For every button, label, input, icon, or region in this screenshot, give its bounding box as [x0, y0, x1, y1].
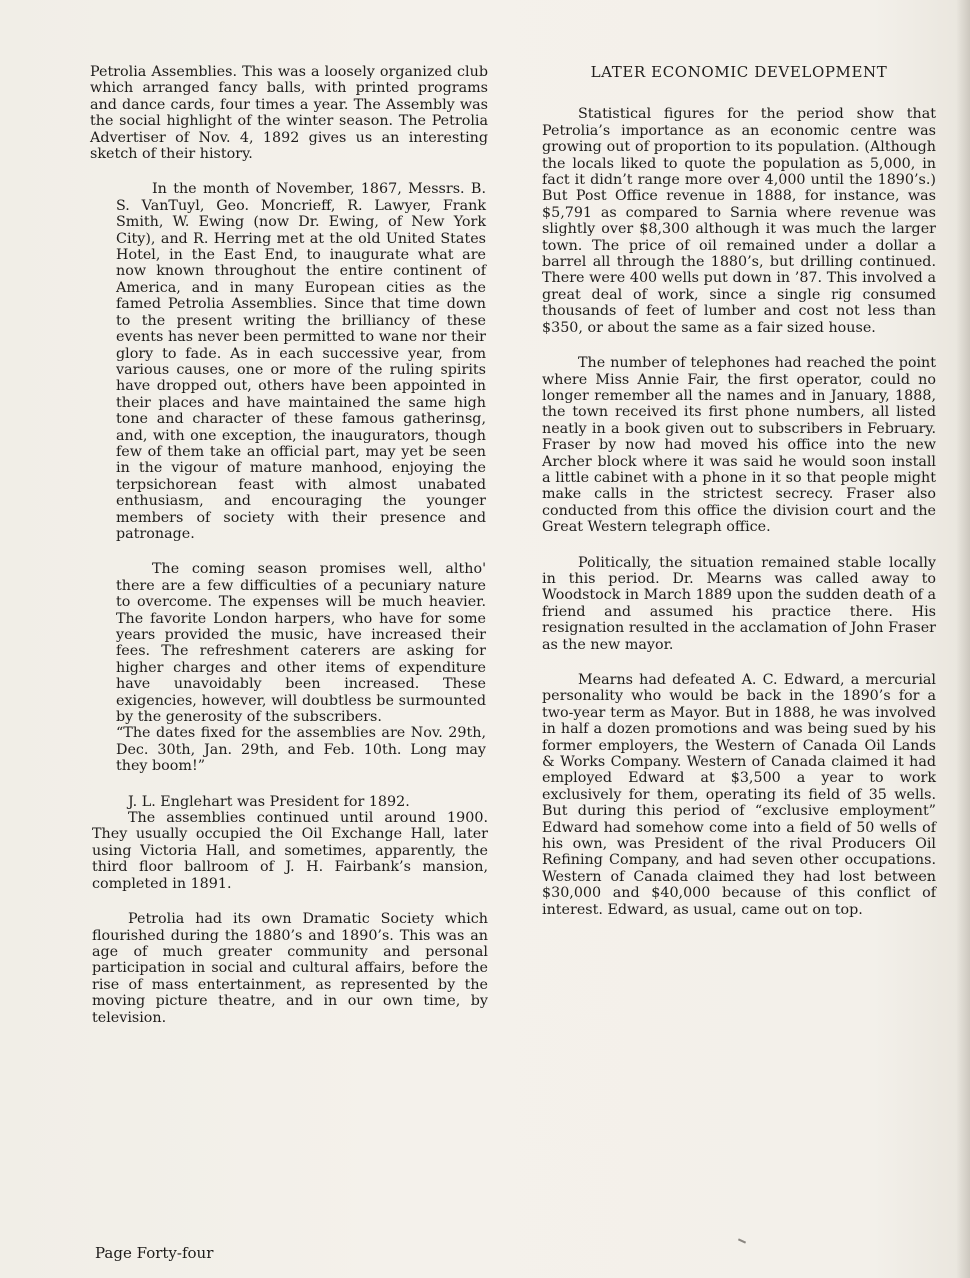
paragraph-telephones: The number of telephones had reached the point where Miss Annie Fair, the first operator, could no longer remember all the names and in January, 1888, the town received its first phone numbers, all listed neatly in a book given out to subscribers in February. Fraser by now had moved his office into the new Archer block where it was said he would soon install a little cabinet with a phone in it so that people might make calls in the strictest secrecy. Fraser also conducted from this office the division court and the Great Western telegraph office.: [542, 355, 936, 536]
left-column: [92, 64, 488, 1026]
paragraph-dramatic-society: Petrolia had its own Dramatic Society which flourished during the 1880’s and 1890’s. This was an age of much greater community and personal participation in social and cultural affairs, before the rise of mass entertainment, as represented by the moving picture theatre, and in our own time, by television.: [92, 911, 488, 1026]
paragraph-petrolia-assemblies: Petrolia Assemblies. This was a loosely organized club which arranged fancy balls, with printed programs and dance cards, four times a year. The Assembly was the social highlight of the winter season. The Petrolia Advertiser of Nov. 4, 1892 gives us an interesting sketch of their history.: [90, 64, 488, 163]
paragraph-assemblies-continued: The assemblies continued until around 1900. They usually occupied the Oil Exchange Hall, later using Victoria Hall, and sometimes, apparently, the third floor ballroom of J. H. Fairbank’s mansion, completed in 1891.: [92, 810, 488, 892]
paragraph-englehart-president: J. L. Englehart was President for 1892.: [128, 793, 410, 810]
paragraph-mearns-edward: Mearns had defeated A. C. Edward, a mercurial personality who would be back in the 1890’s for a two-year term as Mayor. But in 1888, he was involved in half a dozen promotions and was being sued by his former employers, the Western of Canada Oil Lands & Works Company. Western of Canada claimed it had employed Edward at $3,500 a year to work exclusively for them, operating its field of 35 wells. But during this period of “exclusive employment” Edward had somehow come into a field of 50 wells of his own, was President of the rival Producers Oil Refining Company, and had seven other occupations. Western of Canada claimed they had lost between $30,000 and $40,000 because of this conflict of interest. Edward, as usual, came out on top.: [542, 672, 936, 918]
page-edge-shadow: [956, 0, 970, 1278]
quoted-paragraph-history: In the month of November, 1867, Messrs. B. S. VanTuyl, Geo. Moncrieff, R. Lawyer, Frank Smith, W. Ewing (now Dr. Ewing, of New York City), and R. Herring met at the old United States Hotel, in the East End, to inaugurate what are now known throughout the entire continent of America, and in many European cities as the famed Petrolia Assemblies. Since that time down to the present writing the brilliancy of these events has never been permitted to wane nor their glory to fade. As in each successive year, from various causes, one or more of the ruling spirits have dropped out, others have been appointed in their places and have maintained the same high tone and character of these famous gatherinsg, and, with one exception, the inaugurators, though few of them take an official part, may yet be seen in the vigour of mature manhood, enjoying the terpsichorean feast with almost unabated enthusiasm, and encouraging the younger members of society with their presence and patronage.: [116, 181, 486, 542]
quoted-paragraph-coming-season: The coming season promises well, altho' there are a few difficulties of a pecuniary nature to overcome. The expenses will be much heavier. The favorite London harpers, who have for some years provided the music, have increased their fees. The refreshment caterers are asking for higher charges and other items of expenditure have unavoidably been increased. These exigencies, however, will doubtless be surmounted by the generosity of the subscribers.: [116, 561, 486, 726]
stray-mark: [738, 1238, 746, 1243]
paragraph-statistical-figures: Statistical figures for the period show that Petrolia’s importance as an economic centre was growing out of proportion to its population. (Although the locals liked to quote the population as 5,000, in fact it didn’t range more over 4,000 until the 1890’s.) But Post Office revenue in 1888, for instance, was $5,791 as compared to Sarnia where revenue was slightly over $8,300 although it was much the larger town. The price of oil remained under a dollar a barrel all through the 1880’s, but drilling continued. There were 400 wells put down in ’87. This involved a great deal of work, since a single rig consumed thousands of feet of lumber and cost not less than $350, or about the same as a fair sized house.: [542, 106, 936, 336]
page-number-footer: Page Forty-four: [95, 1244, 214, 1262]
paragraph-politically: Politically, the situation remained stable locally in this period. Dr. Mearns was called away to Woodstock in March 1889 upon the sudden death of a friend and assumed his practice there. His resignation resulted in the acclamation of John Fraser as the new mayor.: [542, 554, 936, 653]
quoted-paragraph-dates: “The dates fixed for the assemblies are Nov. 29th, Dec. 30th, Jan. 29th, and Feb. 10th. Long may they boom!”: [116, 725, 486, 775]
section-heading: LATER ECONOMIC DEVELOPMENT: [590, 63, 888, 81]
right-column: [542, 64, 936, 918]
